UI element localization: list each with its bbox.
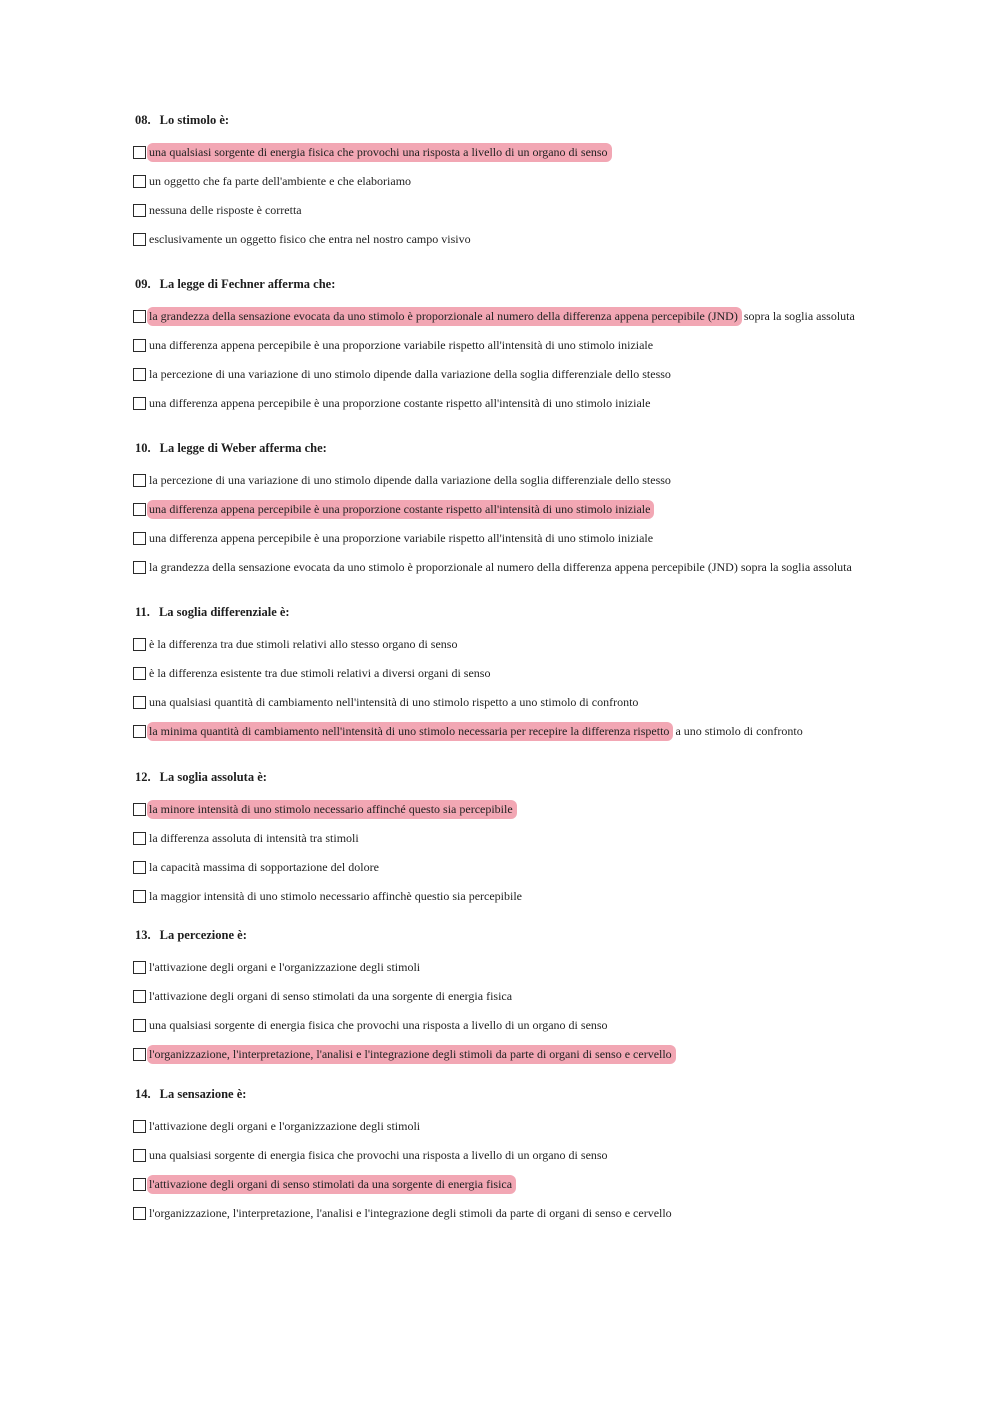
answer-option[interactable] bbox=[133, 1112, 953, 1141]
answer-option[interactable] bbox=[133, 495, 953, 524]
answer-text: esclusivamente un oggetto fisico che entra nel nostro campo visivo bbox=[149, 232, 471, 246]
answer-text: una qualsiasi sorgente di energia fisica che provochi una risposta a livello di un organo di senso bbox=[149, 1148, 608, 1162]
answer-option[interactable] bbox=[133, 138, 953, 167]
question-block bbox=[133, 438, 953, 582]
answer-text-continuation: sopra la soglia assoluta bbox=[743, 309, 855, 323]
answer-checkbox[interactable] bbox=[133, 1149, 146, 1162]
answer-checkbox[interactable] bbox=[133, 696, 146, 709]
answer-checkbox[interactable] bbox=[133, 638, 146, 651]
answer-option[interactable] bbox=[133, 1199, 953, 1228]
answer-option[interactable] bbox=[133, 882, 953, 911]
answer-checkbox[interactable] bbox=[133, 339, 146, 352]
answer-checkbox[interactable] bbox=[133, 667, 146, 680]
answer-checkbox[interactable] bbox=[133, 861, 146, 874]
answer-text: una differenza appena percepibile è una proporzione variabile rispetto all'intensità di uno stimolo iniziale bbox=[149, 338, 654, 352]
question-number: 10. bbox=[135, 441, 151, 455]
answer-checkbox[interactable] bbox=[133, 1207, 146, 1220]
answer-option[interactable] bbox=[133, 953, 953, 982]
question-title bbox=[135, 767, 953, 787]
answer-text: l'organizzazione, l'interpretazione, l'analisi e l'integrazione degli stimoli da parte di organi di senso e cervello bbox=[149, 1206, 672, 1220]
answer-checkbox[interactable] bbox=[133, 310, 146, 323]
answer-text: una qualsiasi sorgente di energia fisica che provochi una risposta a livello di un organo di senso bbox=[149, 1018, 608, 1032]
answer-option[interactable] bbox=[133, 1040, 953, 1069]
question-number: 13. bbox=[135, 928, 151, 942]
answer-option[interactable] bbox=[133, 331, 953, 360]
answer-checkbox[interactable] bbox=[133, 397, 146, 410]
question-title bbox=[135, 602, 953, 622]
question-title bbox=[135, 925, 953, 945]
answer-option[interactable] bbox=[133, 630, 953, 659]
question-number: 08. bbox=[135, 113, 151, 127]
answer-option[interactable] bbox=[133, 824, 953, 853]
highlighted-answer-text: l'attivazione degli organi di senso stimolati da una sorgente di energia fisica bbox=[147, 1175, 516, 1194]
answer-checkbox[interactable] bbox=[133, 1048, 146, 1061]
answer-option[interactable] bbox=[133, 853, 953, 882]
answer-option[interactable] bbox=[133, 466, 953, 495]
answer-option[interactable] bbox=[133, 688, 953, 717]
question-block bbox=[133, 274, 953, 418]
question-text: La percezione è: bbox=[159, 928, 247, 942]
question-text: Lo stimolo è: bbox=[159, 113, 230, 127]
answer-checkbox[interactable] bbox=[133, 725, 146, 738]
answer-checkbox[interactable] bbox=[133, 1019, 146, 1032]
question-text: La soglia differenziale è: bbox=[158, 605, 290, 619]
question-text: La legge di Fechner afferma che: bbox=[159, 277, 336, 291]
question-title bbox=[135, 274, 953, 294]
answer-checkbox[interactable] bbox=[133, 368, 146, 381]
answer-text: un oggetto che fa parte dell'ambiente e che elaboriamo bbox=[149, 174, 412, 188]
answer-text: l'attivazione degli organi di senso stimolati da una sorgente di energia fisica bbox=[149, 989, 513, 1003]
question-number: 11. bbox=[135, 605, 150, 619]
highlighted-answer-text: una qualsiasi sorgente di energia fisica che provochi una risposta a livello di un organo di senso bbox=[147, 143, 612, 162]
question-block bbox=[133, 110, 953, 254]
question-number: 09. bbox=[135, 277, 151, 291]
answer-text: è la differenza esistente tra due stimoli relativi a diversi organi di senso bbox=[149, 666, 491, 680]
answer-option[interactable] bbox=[133, 717, 953, 746]
answer-checkbox[interactable] bbox=[133, 1178, 146, 1191]
answer-option[interactable] bbox=[133, 1141, 953, 1170]
answer-option[interactable] bbox=[133, 1011, 953, 1040]
answer-option[interactable] bbox=[133, 389, 953, 418]
answer-option[interactable] bbox=[133, 196, 953, 225]
answer-option[interactable] bbox=[133, 982, 953, 1011]
answer-checkbox[interactable] bbox=[133, 233, 146, 246]
answer-checkbox[interactable] bbox=[133, 532, 146, 545]
answer-text-continuation: a uno stimolo di confronto bbox=[675, 724, 803, 738]
question-title bbox=[135, 438, 953, 458]
answer-text: la percezione di una variazione di uno stimolo dipende dalla variazione della soglia differenziale dello stesso bbox=[149, 473, 671, 487]
answer-option[interactable] bbox=[133, 167, 953, 196]
answer-checkbox[interactable] bbox=[133, 561, 146, 574]
answer-text: nessuna delle risposte è corretta bbox=[149, 203, 302, 217]
answer-text: l'attivazione degli organi e l'organizzazione degli stimoli bbox=[149, 1119, 421, 1133]
answer-option[interactable] bbox=[133, 1170, 953, 1199]
question-block bbox=[133, 602, 953, 746]
question-block bbox=[133, 1084, 953, 1228]
answer-checkbox[interactable] bbox=[133, 175, 146, 188]
answer-checkbox[interactable] bbox=[133, 503, 146, 516]
answer-checkbox[interactable] bbox=[133, 204, 146, 217]
answer-option[interactable] bbox=[133, 302, 953, 331]
answer-option[interactable] bbox=[133, 795, 953, 824]
answer-checkbox[interactable] bbox=[133, 832, 146, 845]
answer-checkbox[interactable] bbox=[133, 890, 146, 903]
question-title bbox=[135, 110, 953, 130]
answer-text: la grandezza della sensazione evocata da uno stimolo è proporzionale al numero della differenza appena percepibile (JND) sopra la soglia assoluta bbox=[149, 560, 852, 574]
answer-text: la capacità massima di sopportazione del dolore bbox=[149, 860, 379, 874]
answer-checkbox[interactable] bbox=[133, 961, 146, 974]
answer-text: una differenza appena percepibile è una proporzione costante rispetto all'intensità di uno stimolo iniziale bbox=[149, 396, 651, 410]
highlighted-answer-text: l'organizzazione, l'interpretazione, l'analisi e l'integrazione degli stimoli da parte di organi di senso e cervello bbox=[147, 1045, 676, 1064]
question-block bbox=[133, 767, 953, 911]
question-block bbox=[133, 925, 953, 1069]
answer-text: è la differenza tra due stimoli relativi allo stesso organo di senso bbox=[149, 637, 458, 651]
answer-checkbox[interactable] bbox=[133, 146, 146, 159]
answer-checkbox[interactable] bbox=[133, 990, 146, 1003]
answer-option[interactable] bbox=[133, 553, 953, 582]
answer-text: la maggior intensità di uno stimolo necessario affinchè questio sia percepibile bbox=[149, 889, 523, 903]
answer-option[interactable] bbox=[133, 225, 953, 254]
quiz-page bbox=[133, 110, 953, 1228]
answer-text: una qualsiasi quantità di cambiamento nell'intensità di uno stimolo rispetto a uno stimolo di confronto bbox=[149, 695, 639, 709]
answer-checkbox[interactable] bbox=[133, 474, 146, 487]
highlighted-answer-text: la minore intensità di uno stimolo necessario affinché questo sia percepibile bbox=[147, 800, 517, 819]
highlighted-answer-text: la minima quantità di cambiamento nell'intensità di uno stimolo necessaria per recepire la differenza rispetto bbox=[147, 722, 673, 741]
highlighted-answer-text: la grandezza della sensazione evocata da uno stimolo è proporzionale al numero della differenza appena percepibile (JND) bbox=[147, 307, 742, 326]
question-title bbox=[135, 1084, 953, 1104]
question-text: La legge di Weber afferma che: bbox=[159, 441, 327, 455]
answer-checkbox[interactable] bbox=[133, 803, 146, 816]
answer-text: la percezione di una variazione di uno stimolo dipende dalla variazione della soglia differenziale dello stesso bbox=[149, 367, 671, 381]
answer-option[interactable] bbox=[133, 659, 953, 688]
answer-text: una differenza appena percepibile è una proporzione variabile rispetto all'intensità di uno stimolo iniziale bbox=[149, 531, 654, 545]
question-number: 14. bbox=[135, 1087, 151, 1101]
answer-text: l'attivazione degli organi e l'organizzazione degli stimoli bbox=[149, 960, 421, 974]
answer-checkbox[interactable] bbox=[133, 1120, 146, 1133]
question-text: La sensazione è: bbox=[159, 1087, 247, 1101]
answer-text: la differenza assoluta di intensità tra stimoli bbox=[149, 831, 359, 845]
highlighted-answer-text: una differenza appena percepibile è una proporzione costante rispetto all'intensità di uno stimolo iniziale bbox=[147, 500, 654, 519]
answer-option[interactable] bbox=[133, 524, 953, 553]
answer-option[interactable] bbox=[133, 360, 953, 389]
question-number: 12. bbox=[135, 770, 151, 784]
question-text: La soglia assoluta è: bbox=[159, 770, 267, 784]
